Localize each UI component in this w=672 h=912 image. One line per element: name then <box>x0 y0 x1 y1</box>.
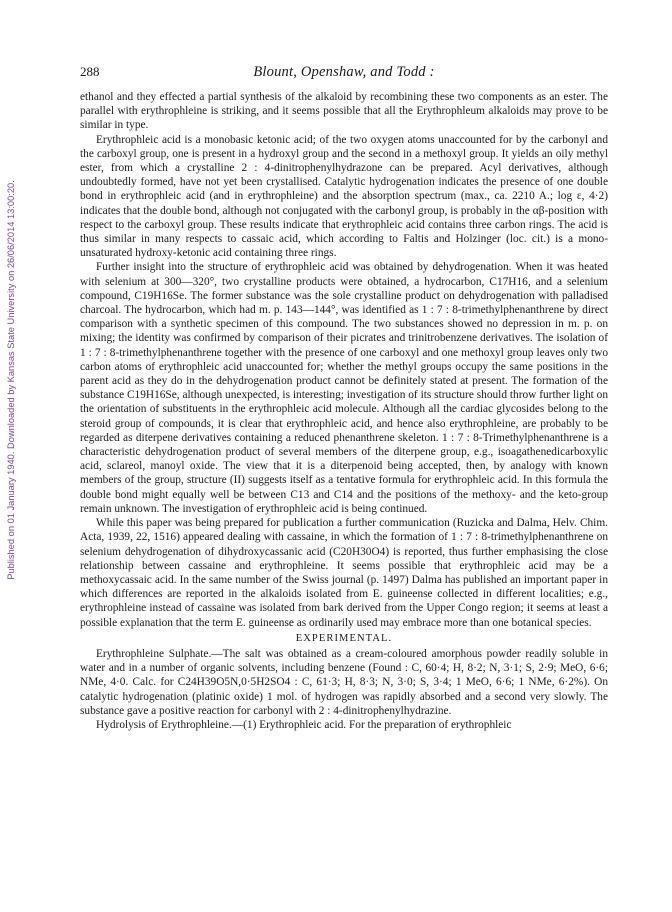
paragraph: Further insight into the structure of erythrophleic acid was obtained by dehydrogenation. When it was heated with selenium at 300—320°, two crystalline products were obtained, a hydrocarbon, C17H16, and a selenium compound, C19H16Se. The former substance was the sole crystalline product on dehydrogenation with palladised charcoal. The hydrocarbon, which had m. p. 143—144°, was identified as 1 : 7 : 8-trimethylphenanthrene by direct comparison with a synthetic specimen of this compound. The two substances showed no depression in m. p. on mixing; the identity was confirmed by comparison of their picrates and trinitrobenzene derivatives. The isolation of 1 : 7 : 8-trimethylphenanthrene together with the presence of one carboxyl and one methoxyl group leaves only two carbon atoms of erythrophleic acid unaccounted for; whether the methyl groups occupy the same positions in the parent acid as they do in the dehydrogenation product cannot be definitely stated at present. The formation of the substance C19H16Se, although unexpected, is interesting; investigation of its structure should throw further light on the orientation of substituents in the erythrophleic acid molecule. Although all the cardiac glycosides belong to the steroid group of compounds, it is clear that erythrophleic acid, and hence also erythrophleine, are probably to be regarded as diterpene derivatives containing a reduced phenanthrene skeleton. 1 : 7 : 8-Trimethylphenanthrene is a characteristic dehydrogenation product of several members of the diterpene group, e.g., isoagathenedicarboxylic acid, sclareol, manoyl oxide. The view that it is a diterpenoid being accepted, then, by analogy with known members of the group, structure (II) suggests itself as a tentative formula for erythrophleic acid. In this formula the double bond might equally well be between C13 and C14 and the positions of the methoxy- and the keto-group remain unknown. The investigation of erythrophleic acid is being continued. <box>80 261 608 515</box>
experimental-paragraph: Erythrophleine Sulphate.—The salt was obtained as a cream-coloured amorphous powder readily soluble in water and in a number of organic solvents, including benzene (Found : C, 60·4; H, 8·2; N, 3·1; S, 2·9; MeO, 6·6; NMe, 4·0. Calc. for C24H39O5N,0·5H2SO4 : C, 61·3; H, 8·3; N, 3·0; S, 3·4; 1 MeO, 6·6; 1 NMe, 6·2%). On catalytic hydrogenation (platinic oxide) 1 mol. of hydrogen was rapidly absorbed and a second very slowly. The substance gave a positive reaction for carbonyl with 2 : 4-dinitrophenylhydrazine. <box>80 647 608 717</box>
paragraph: Erythrophleic acid is a monobasic ketonic acid; of the two oxygen atoms unaccounted for by the carbonyl and the carboxyl group, one is present in a hydroxyl group and the second in a methoxyl group. It yields an oily methyl ester, from which a crystalline 2 : 4-dinitrophenylhydrazone can be prepared. Acyl derivatives, although undoubtedly formed, have not yet been crystallised. Catalytic hydrogenation indicates the presence of one double bond in erythrophleic acid (and in erythrophleine) and the absorption spectrum (max., ca. 2210 A.; log ε, 4·2) indicates that the double bond, although not conjugated with the carbonyl group, is probably in the αβ-position with respect to the carboxyl group. These results indicate that erythrophleic acid contains three carbon rings. The acid is thus similar in many respects to cassaic acid, which according to Faltis and Holzinger (loc. cit.) is a mono-unsaturated hydroxy-ketonic acid containing three rings. <box>80 133 608 260</box>
paragraph: While this paper was being prepared for publication a further communication (Ruzicka and Dalma, Helv. Chim. Acta, 1939, 22, 1516) appeared dealing with cassaine, in which the formation of 1 : 7 : 8-trimethylphenanthrene on selenium dehydrogenation of dihydroxycassanic acid (C20H30O4) is reported, thus further emphasising the close relationship between cassaine and erythrophleine. It seems possible that erythrophleic acid may be a methoxycassaic acid. In the same number of the Swiss journal (p. 1497) Dalma has published an important paper in which differences are reported in the alkaloids isolated from E. guineense collected in different localities; e.g., erythrophleine instead of cassaine was isolated from bark derived from the Upper Congo region; it seems at least a possible explanation that the term E. guineense as ordinarily used may embrace more than one botanical species. <box>80 517 608 629</box>
body-text <box>80 90 608 732</box>
paragraph: ethanol and they effected a partial synthesis of the alkaloid by recombining these two components as an ester. The parallel with erythrophleine is striking, and it seems possible that all the Erythrophleum alkaloids may prove to be similar in type. <box>80 91 608 132</box>
section-heading: EXPERIMENTAL. <box>295 632 393 644</box>
running-head: Blount, Openshaw, and Todd : <box>253 64 435 80</box>
download-watermark <box>0 100 22 660</box>
page <box>80 64 608 732</box>
experimental-paragraph: Hydrolysis of Erythrophleine.—(1) Erythrophleic acid. For the preparation of erythrophleic <box>96 718 512 731</box>
page-header <box>80 64 608 82</box>
page-number: 288 <box>80 64 100 79</box>
watermark-text: Published on 01 January 1940. Downloaded by Kansas State University on 26/06/2014 13:00:20. <box>6 180 16 580</box>
